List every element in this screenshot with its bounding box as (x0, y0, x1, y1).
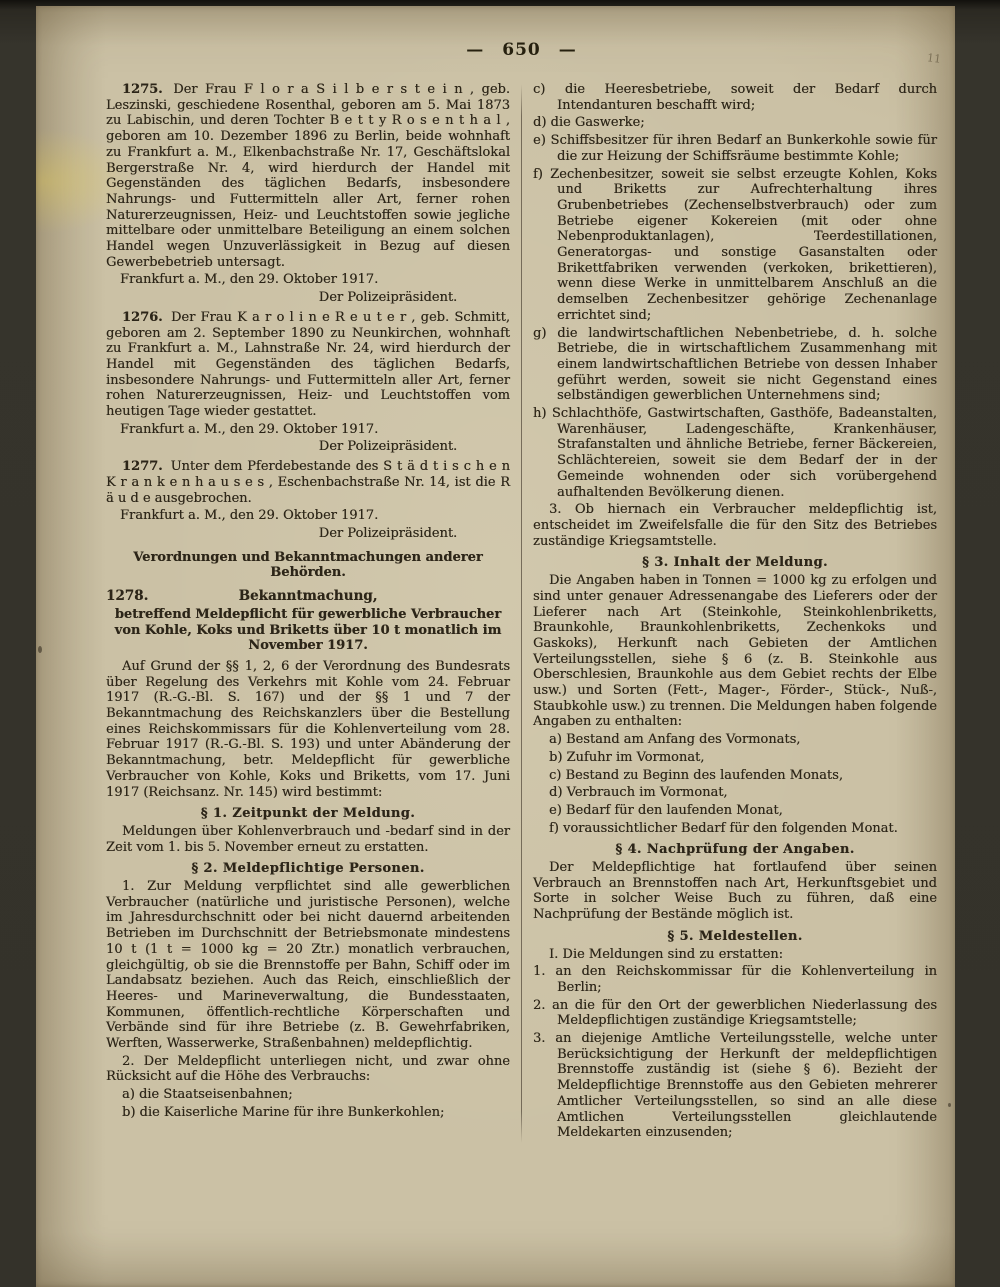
numbered-entry: 1277. Unter dem Pferdebestande des S t ä d t i s c h e n K r a n k e n h a u s e s , Eschenbachstraße Nr. 14, ist die R ä u d e ausgebrochen. (106, 459, 510, 506)
right-column (533, 82, 937, 1143)
paragraph: f) Zechenbesitzer, soweit sie selbst erzeugte Kohlen, Koks und Briketts zur Aufrechterhaltung ihres Grubenbetriebes (Zechenselbstverbrauch) oder zum Betriebe eigener Kokereien (mit oder ohne Nebenproduktanlagen), Teerdestillationen, Generatorgas- und sonstige Gasanstalten oder Brikettfabriken verwenden (verkoken, brikettieren), wenn diese Werke in unmittelbarem Anschluß an die demselben Zechenbesitzer gehörige Zechenanlage errichtet sind; (533, 166, 937, 323)
paragraph: § 1. Zeitpunkt der Meldung. (200, 806, 416, 822)
paragraph: § 4. Nachprüfung der Angaben. (615, 842, 855, 858)
paragraph: Die Angaben haben in Tonnen = 1000 kg zu erfolgen und sind unter genauer Adressenangabe des Lieferers oder der Lieferer nach Art (Steinkohle, Steinkohlenbriketts, Braunkohle, Braunkohlenbriketts, Zechenkoks und Gaskoks), Herkunft nach Gebieten der Amtlichen Verteilungsstellen, siehe § 6 (z. B. Steinkohle aus Oberschlesien, Braunkohle aus dem Gebiet rechts der Elbe usw.) und Sorten (Fett-, Mager-, Förder-, Stück-, Nuß-, Staubkohle usw.) zu trennen. Die Meldungen haben folgende Angaben zu enthalten: (533, 573, 937, 730)
entry-number: 1278. (106, 588, 149, 605)
numbered-entry: 1275. Der Frau F l o r a S i l b e r s t e i n , geb. Leszinski, geschiedene Rosenthal, geboren am 5. Mai 1873 zu Labischin, und deren Tochter B e t t y R o s e n t h a l , geboren am 10. Dezember 1896 zu Berlin, beide wohnhaft zu Frankfurt a. M., Elkenbachstraße Nr. 17, Geschäftslokal Bergerstraße Nr. 4, wird hierdurch der Handel mit Gegenständen des täglichen Bedarfs, insbesondere Nahrungs- und Futtermitteln aller Art, ferner rohen Naturerzeugnissen, Heiz- und Leuchtstoffen sowie jegliche mittelbare oder unmittelbare Beteiligung an einem solchen Handel wegen Unzuverlässigkeit in Bezug auf diesen Gewerbebetrieb untersagt. (106, 82, 510, 270)
paper-sheet (36, 6, 955, 1287)
scan-speck (948, 1103, 951, 1107)
numbered-entry: 1276. Der Frau K a r o l i n e R e u t e r , geb. Schmitt, geboren am 2. September 1890 zu Neunkirchen, wohnhaft zu Frankfurt a. M., Lahnstraße Nr. 24, wird hierdurch der Handel mit Gegenständen des täglichen Bedarfs, insbesondere Nahrungs- und Futtermitteln aller Art, ferner rohen Naturerzeugnissen, Heiz- und Leuchtstoffen vom heutigen Tage wieder gestattet. (106, 309, 510, 420)
paragraph: 1. Zur Meldung verpflichtet sind alle gewerblichen Verbraucher (natürliche und juristische Personen), welche im Jahresdurchschnitt oder bei nicht dauernd arbeitenden Betrieben im Durchschnitt der Betriebsmonate mindestens 10 t (1 t = 1000 kg = 20 Ztr.) monatlich verbrauchen, gleichgültig, ob sie die Brennstoffe per Bahn, Schiff oder im Landabsatz beziehen. Auch das Reich, einschließlich der Heeres- und Marineverwaltung, die Bundesstaaten, Kommunen, öffentlich-rechtliche Körperschaften und Verbände sind für ihre Betriebe (z. B. Gewehrfabriken, Werften, Wasserwerke, Straßenbahnen) meldepflichtig. (106, 879, 510, 1052)
paragraph: betreffend Meldepflicht für gewerbliche Verbraucher von Kohle, Koks und Briketts über 10 t monatlich im November 1917. (114, 606, 502, 654)
scan-artifact-mark: 11 (926, 51, 942, 66)
paragraph: Der Meldepflichtige hat fortlaufend über seinen Verbrauch an Brennstoffen nach Art, Herkunftsgebiet und Sorte in solcher Weise Buch zu führen, daß eine Nachprüfung der Bestände möglich ist. (533, 860, 937, 923)
paragraph: Meldungen über Kohlenverbrauch und -bedarf sind in der Zeit vom 1. bis 5. November erneut zu erstatten. (106, 823, 510, 855)
numbered-entry: 1278. Bekanntmachung, (106, 588, 378, 605)
paragraph: h) Schlachthöfe, Gastwirtschaften, Gasthöfe, Badeanstalten, Warenhäuser, Ladengeschäfte, Krankenhäuser, Strafanstalten und ähnliche Betriebe, ferner Bäckereien, Schlächtereien, soweit sie dem Bedarf der in der Gemeinde wohnenden oder sich vorübergehend aufhaltenden Bevölkerung dienen. (533, 406, 937, 500)
paragraph: b) die Kaiserliche Marine für ihre Bunkerkohlen; (122, 1104, 445, 1120)
paragraph: Frankfurt a. M., den 29. Oktober 1917. (120, 421, 379, 437)
paragraph: 1. an den Reichskommissar für die Kohlenverteilung in Berlin; (533, 964, 937, 995)
scan-speck (38, 646, 42, 653)
paragraph: g) die landwirtschaftlichen Nebenbetriebe, d. h. solche Betriebe, die in wirtschaftlichem Zusammenhang mit einem landwirtschaftlichen Betriebe von dessen Inhaber geführt werden, soweit sie nicht Gegenstand eines selbständigen gewerblichen Unternehmens sind; (533, 325, 937, 404)
paragraph: 2. an die für den Ort der gewerblichen Niederlassung des Meldepflichtigen zuständige Kriegsamtstelle; (533, 997, 937, 1029)
paragraph: d) Verbrauch im Vormonat, (549, 785, 728, 801)
paragraph: Verordnungen und Bekanntmachungen anderer Behörden. (133, 549, 483, 581)
paragraph: § 3. Inhalt der Meldung. (642, 555, 828, 571)
paragraph: 3. an diejenige Amtliche Verteilungsstelle, welche unter Berücksichtigung der Herkunft der meldepflichtigen Brennstoffe zuständig ist (siehe § 6). Bezieht der Meldepflichtige Brennstoffe aus den Gebieten mehrerer Amtlicher Verteilungsstellen, so sind an alle diese Amtlichen Verteilungsstellen gleichlautende Meldekarten einzusenden; (533, 1031, 937, 1141)
paragraph: Der Polizeipräsident. (318, 290, 458, 306)
paragraph: b) Zufuhr im Vormonat, (549, 749, 705, 765)
paragraph: 3. Ob hiernach ein Verbraucher meldepflichtig ist, entscheidet im Zweifelsfalle die für den Sitz des Betriebes zuständige Kriegsamtstelle. (533, 502, 937, 549)
paragraph: I. Die Meldungen sind zu erstatten: (549, 946, 784, 962)
paragraph: f) voraussichtlicher Bedarf für den folgenden Monat. (549, 820, 898, 836)
paragraph: c) die Heeresbetriebe, soweit der Bedarf durch Intendanturen beschafft wird; (533, 82, 937, 113)
paragraph: Der Polizeipräsident. (318, 439, 458, 455)
paragraph: c) Bestand zu Beginn des laufenden Monats, (549, 767, 843, 783)
page-number: 650 (502, 40, 541, 60)
paragraph: e) Schiffsbesitzer für ihren Bedarf an Bunkerkohle sowie für die zur Heizung der Schiffsräume bestimmte Kohle; (533, 133, 937, 164)
header-dash-right: — (558, 40, 577, 60)
paragraph: Auf Grund der §§ 1, 2, 6 der Verordnung des Bundesrats über Regelung des Verkehrs mit Kohle vom 24. Februar 1917 (R.-G.-Bl. S. 167) und der §§ 1 und 7 der Bekanntmachung des Reichskanzlers über die Bestellung eines Reichskommissars für die Kohlenverteilung vom 28. Februar 1917 (R.-G.-Bl. S. 193) und unter Abänderung der Bekanntmachung, betr. Meldepflicht für gewerbliche Verbraucher von Kohle, Koks und Briketts, vom 17. Juni 1917 (Reichsanz. Nr. 145) wird bestimmt: (106, 658, 510, 800)
paragraph: Der Polizeipräsident. (318, 525, 458, 541)
paragraph: Frankfurt a. M., den 29. Oktober 1917. (120, 508, 379, 524)
two-column-layout (106, 82, 937, 1143)
paragraph: e) Bedarf für den laufenden Monat, (549, 802, 783, 818)
left-column (106, 82, 510, 1143)
paragraph: a) Bestand am Anfang des Vormonats, (549, 732, 801, 748)
header-dash-left: — (466, 40, 485, 60)
entry-number: 1277. (122, 459, 163, 475)
paragraph: Frankfurt a. M., den 29. Oktober 1917. (120, 272, 379, 288)
paragraph: a) die Staatseisenbahnen; (122, 1087, 293, 1103)
entry-number: 1276. (122, 309, 163, 325)
entry-number: 1275. (122, 82, 163, 97)
paragraph: § 5. Meldestellen. (667, 928, 803, 944)
column-divider (521, 84, 522, 1143)
paragraph: d) die Gaswerke; (533, 115, 645, 131)
paragraph: § 2. Meldepflichtige Personen. (191, 861, 425, 877)
page-header (106, 40, 937, 60)
paragraph: 2. Der Meldepflicht unterliegen nicht, und zwar ohne Rücksicht auf die Höhe des Verbrauchs: (106, 1053, 510, 1085)
